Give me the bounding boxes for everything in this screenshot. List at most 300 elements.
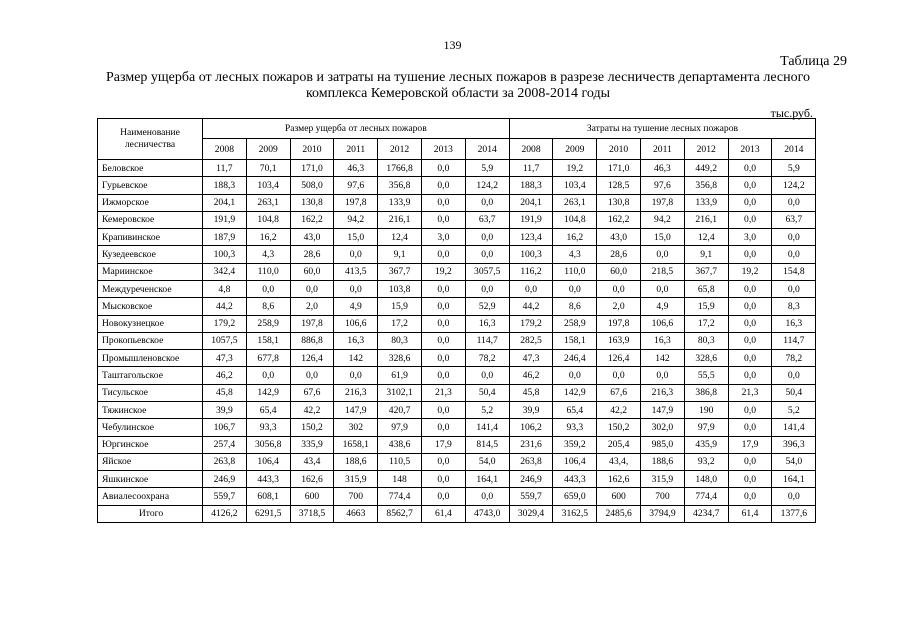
damage-value-cell: 63,7: [465, 211, 509, 228]
damage-value-cell: 28,6: [290, 246, 334, 263]
costs-value-cell: 46,3: [641, 160, 685, 177]
damage-value-cell: 0,0: [421, 332, 465, 349]
damage-value-cell: 246,9: [203, 471, 247, 488]
damage-value-cell: 814,5: [465, 436, 509, 453]
damage-year-header: 2011: [334, 139, 378, 160]
damage-value-cell: 126,4: [290, 350, 334, 367]
damage-value-cell: 0,0: [421, 471, 465, 488]
costs-year-header: 2013: [728, 139, 772, 160]
damage-value-cell: 1658,1: [334, 436, 378, 453]
damage-value-cell: 100,3: [203, 246, 247, 263]
damage-value-cell: 147,9: [334, 401, 378, 418]
damage-value-cell: 4,9: [334, 298, 378, 315]
costs-value-cell: 0,0: [728, 160, 772, 177]
damage-value-cell: 9,1: [378, 246, 422, 263]
damage-value-cell: 5,2: [465, 401, 509, 418]
damage-value-cell: 1766,8: [378, 160, 422, 177]
table-row: [98, 177, 816, 194]
forestry-name: Гурьевское: [98, 177, 203, 194]
costs-year-header: 2010: [597, 139, 641, 160]
costs-value-cell: 0,0: [728, 280, 772, 297]
costs-value-cell: 93,3: [553, 419, 597, 436]
costs-value-cell: 133,9: [684, 194, 728, 211]
costs-value-cell: 282,5: [509, 332, 553, 349]
damage-value-cell: 44,2: [203, 298, 247, 315]
costs-value-cell: 19,2: [553, 160, 597, 177]
costs-value-cell: 600: [597, 488, 641, 505]
damage-value-cell: 315,9: [334, 471, 378, 488]
costs-value-cell: 0,0: [553, 367, 597, 384]
damage-value-cell: 0,0: [421, 177, 465, 194]
damage-value-cell: 114,7: [465, 332, 509, 349]
costs-value-cell: 0,0: [728, 177, 772, 194]
costs-value-cell: 43,0: [597, 229, 641, 246]
damage-value-cell: 886,8: [290, 332, 334, 349]
document-title: Размер ущерба от лесных пожаров и затраты на тушение лесных пожаров в разрезе лесничеств департамента лесного комплекса Кемеровской области за 2008-2014 годы: [106, 70, 810, 101]
costs-value-cell: 11,7: [509, 160, 553, 177]
damage-value-cell: 1057,5: [203, 332, 247, 349]
costs-value-cell: 0,0: [728, 298, 772, 315]
costs-value-cell: 55,5: [684, 367, 728, 384]
damage-value-cell: 162,6: [290, 471, 334, 488]
table-row: [98, 367, 816, 384]
damage-year-header: 2008: [203, 139, 247, 160]
costs-value-cell: 179,2: [509, 315, 553, 332]
costs-value-cell: 985,0: [641, 436, 685, 453]
units-label: тыс.руб.: [770, 106, 813, 120]
table-row: [98, 160, 816, 177]
costs-value-cell: 12,4: [684, 229, 728, 246]
damage-value-cell: 263,1: [246, 194, 290, 211]
costs-value-cell: 163,9: [597, 332, 641, 349]
forestry-name: Таштагольское: [98, 367, 203, 384]
costs-value-cell: 4234,7: [684, 505, 728, 522]
damage-value-cell: 15,9: [378, 298, 422, 315]
damage-value-cell: 162,2: [290, 211, 334, 228]
table-row: [98, 298, 816, 315]
costs-value-cell: 78,2: [772, 350, 816, 367]
damage-value-cell: 94,2: [334, 211, 378, 228]
costs-value-cell: 197,8: [597, 315, 641, 332]
costs-value-cell: 110,0: [553, 263, 597, 280]
costs-value-cell: 154,8: [772, 263, 816, 280]
table-row: [98, 436, 816, 453]
damage-year-header: 2013: [421, 139, 465, 160]
damage-value-cell: 0,0: [334, 280, 378, 297]
forestry-name: Прокопьевское: [98, 332, 203, 349]
costs-value-cell: 367,7: [684, 263, 728, 280]
page-number: 139: [443, 38, 462, 52]
costs-value-cell: 171,0: [597, 160, 641, 177]
damage-value-cell: 0,0: [290, 367, 334, 384]
costs-value-cell: 2,0: [597, 298, 641, 315]
costs-value-cell: 1377,6: [772, 505, 816, 522]
damage-value-cell: 0,0: [421, 453, 465, 470]
damage-value-cell: 0,0: [465, 488, 509, 505]
costs-value-cell: 65,4: [553, 401, 597, 418]
costs-value-cell: 246,4: [553, 350, 597, 367]
costs-year-header: 2014: [772, 139, 816, 160]
damage-value-cell: 257,4: [203, 436, 247, 453]
costs-value-cell: 97,9: [684, 419, 728, 436]
damage-value-cell: 0,0: [246, 367, 290, 384]
costs-value-cell: 126,4: [597, 350, 641, 367]
costs-value-cell: 97,6: [641, 177, 685, 194]
damage-value-cell: 187,9: [203, 229, 247, 246]
damage-value-cell: 78,2: [465, 350, 509, 367]
damage-value-cell: 106,4: [246, 453, 290, 470]
damage-value-cell: 110,0: [246, 263, 290, 280]
costs-value-cell: 0,0: [772, 280, 816, 297]
table-row: [98, 488, 816, 505]
damage-value-cell: 106,7: [203, 419, 247, 436]
damage-value-cell: 0,0: [421, 401, 465, 418]
costs-group-header: Затраты на тушение лесных пожаров: [509, 119, 816, 139]
damage-value-cell: 3102,1: [378, 384, 422, 401]
costs-value-cell: 147,9: [641, 401, 685, 418]
table-row: [98, 280, 816, 297]
damage-value-cell: 443,3: [246, 471, 290, 488]
costs-value-cell: 443,3: [553, 471, 597, 488]
costs-value-cell: 16,3: [641, 332, 685, 349]
damage-value-cell: 3,0: [421, 229, 465, 246]
damage-value-cell: 0,0: [290, 280, 334, 297]
table-row: [98, 401, 816, 418]
damage-value-cell: 3057,5: [465, 263, 509, 280]
costs-value-cell: 0,0: [641, 280, 685, 297]
damage-year-header: 2010: [290, 139, 334, 160]
costs-value-cell: 3,0: [728, 229, 772, 246]
damage-value-cell: 97,6: [334, 177, 378, 194]
costs-value-cell: 5,2: [772, 401, 816, 418]
damage-value-cell: 106,6: [334, 315, 378, 332]
damage-value-cell: 4,8: [203, 280, 247, 297]
costs-value-cell: 15,9: [684, 298, 728, 315]
damage-value-cell: 17,2: [378, 315, 422, 332]
damage-value-cell: 438,6: [378, 436, 422, 453]
table-row: [98, 332, 816, 349]
costs-value-cell: 94,2: [641, 211, 685, 228]
damage-value-cell: 508,0: [290, 177, 334, 194]
costs-value-cell: 0,0: [597, 280, 641, 297]
damage-value-cell: 179,2: [203, 315, 247, 332]
costs-value-cell: 46,2: [509, 367, 553, 384]
damage-year-header: 2014: [465, 139, 509, 160]
costs-value-cell: 0,0: [728, 471, 772, 488]
damage-group-header: Размер ущерба от лесных пожаров: [203, 119, 510, 139]
forestry-name: Юргинское: [98, 436, 203, 453]
damage-value-cell: 52,9: [465, 298, 509, 315]
damage-value-cell: 70,1: [246, 160, 290, 177]
damage-value-cell: 0,0: [334, 246, 378, 263]
damage-value-cell: 133,9: [378, 194, 422, 211]
costs-value-cell: 60,0: [597, 263, 641, 280]
damage-value-cell: 197,8: [290, 315, 334, 332]
forestry-name: Авиалесоохрана: [98, 488, 203, 505]
costs-value-cell: 42,2: [597, 401, 641, 418]
costs-value-cell: 449,2: [684, 160, 728, 177]
costs-value-cell: 396,3: [772, 436, 816, 453]
costs-value-cell: 104,8: [553, 211, 597, 228]
costs-value-cell: 50,4: [772, 384, 816, 401]
forestry-name: Промышленовское: [98, 350, 203, 367]
damage-value-cell: 188,3: [203, 177, 247, 194]
table-body: [98, 160, 816, 523]
damage-value-cell: 8,6: [246, 298, 290, 315]
damage-value-cell: 130,8: [290, 194, 334, 211]
costs-value-cell: 0,0: [641, 367, 685, 384]
costs-value-cell: 8,6: [553, 298, 597, 315]
costs-value-cell: 204,1: [509, 194, 553, 211]
costs-value-cell: 386,8: [684, 384, 728, 401]
costs-value-cell: 162,2: [597, 211, 641, 228]
costs-value-cell: 3029,4: [509, 505, 553, 522]
damage-value-cell: 774,4: [378, 488, 422, 505]
damage-value-cell: 0,0: [421, 488, 465, 505]
costs-value-cell: 100,3: [509, 246, 553, 263]
damage-value-cell: 103,8: [378, 280, 422, 297]
table-row: [98, 315, 816, 332]
total-row: [98, 505, 816, 522]
costs-value-cell: 246,9: [509, 471, 553, 488]
costs-value-cell: 356,8: [684, 177, 728, 194]
costs-value-cell: 141,4: [772, 419, 816, 436]
damage-value-cell: 263,8: [203, 453, 247, 470]
costs-value-cell: 106,6: [641, 315, 685, 332]
costs-value-cell: 128,5: [597, 177, 641, 194]
total-label: Итого: [98, 505, 203, 522]
damage-value-cell: 0,0: [421, 211, 465, 228]
costs-value-cell: 28,6: [597, 246, 641, 263]
costs-value-cell: 93,2: [684, 453, 728, 470]
table-row: [98, 229, 816, 246]
table-row: [98, 194, 816, 211]
damage-value-cell: 5,9: [465, 160, 509, 177]
damage-value-cell: 216,3: [334, 384, 378, 401]
damage-value-cell: 61,9: [378, 367, 422, 384]
costs-value-cell: 123,4: [509, 229, 553, 246]
damage-value-cell: 342,4: [203, 263, 247, 280]
damage-value-cell: 67,6: [290, 384, 334, 401]
costs-value-cell: 124,2: [772, 177, 816, 194]
damage-value-cell: 50,4: [465, 384, 509, 401]
table-row: [98, 384, 816, 401]
costs-value-cell: 315,9: [641, 471, 685, 488]
damage-value-cell: 0,0: [421, 419, 465, 436]
costs-value-cell: 0,0: [728, 246, 772, 263]
damage-value-cell: 158,1: [246, 332, 290, 349]
damage-value-cell: 0,0: [246, 280, 290, 297]
damage-value-cell: 110,5: [378, 453, 422, 470]
damage-value-cell: 11,7: [203, 160, 247, 177]
forestry-name: Кемеровское: [98, 211, 203, 228]
damage-value-cell: 3718,5: [290, 505, 334, 522]
table-row: [98, 211, 816, 228]
forestry-name: Яйское: [98, 453, 203, 470]
damage-value-cell: 65,4: [246, 401, 290, 418]
costs-value-cell: 2485,6: [597, 505, 641, 522]
costs-value-cell: 142,9: [553, 384, 597, 401]
costs-value-cell: 162,6: [597, 471, 641, 488]
damage-value-cell: 8562,7: [378, 505, 422, 522]
damage-value-cell: 0,0: [465, 194, 509, 211]
costs-value-cell: 8,3: [772, 298, 816, 315]
costs-value-cell: 435,9: [684, 436, 728, 453]
years-header-row: [98, 139, 816, 160]
damage-value-cell: 21,3: [421, 384, 465, 401]
damage-value-cell: 16,3: [334, 332, 378, 349]
costs-value-cell: 700: [641, 488, 685, 505]
costs-value-cell: 188,3: [509, 177, 553, 194]
damage-value-cell: 3056,8: [246, 436, 290, 453]
costs-value-cell: 0,0: [597, 367, 641, 384]
costs-value-cell: 47,3: [509, 350, 553, 367]
costs-value-cell: 0,0: [772, 229, 816, 246]
costs-value-cell: 0,0: [728, 488, 772, 505]
damage-value-cell: 148: [378, 471, 422, 488]
damage-value-cell: 4,3: [246, 246, 290, 263]
damage-value-cell: 197,8: [334, 194, 378, 211]
costs-value-cell: 43,4,: [597, 453, 641, 470]
costs-value-cell: 258,9: [553, 315, 597, 332]
forest-fire-table: [97, 118, 816, 523]
costs-value-cell: 0,0: [772, 488, 816, 505]
damage-value-cell: 356,8: [378, 177, 422, 194]
damage-value-cell: 0,0: [421, 367, 465, 384]
damage-value-cell: 164,1: [465, 471, 509, 488]
costs-value-cell: 0,0: [728, 419, 772, 436]
costs-value-cell: 231,6: [509, 436, 553, 453]
damage-value-cell: 47,3: [203, 350, 247, 367]
damage-value-cell: 608,1: [246, 488, 290, 505]
table-row: [98, 419, 816, 436]
costs-value-cell: 205,4: [597, 436, 641, 453]
damage-value-cell: 150,2: [290, 419, 334, 436]
costs-value-cell: 4,3: [553, 246, 597, 263]
damage-value-cell: 46,3: [334, 160, 378, 177]
costs-year-header: 2012: [684, 139, 728, 160]
costs-value-cell: 9,1: [684, 246, 728, 263]
damage-value-cell: 258,9: [246, 315, 290, 332]
costs-value-cell: 0,0: [772, 194, 816, 211]
costs-value-cell: 150,2: [597, 419, 641, 436]
costs-value-cell: 130,8: [597, 194, 641, 211]
costs-value-cell: 328,6: [684, 350, 728, 367]
costs-value-cell: 0,0: [728, 211, 772, 228]
damage-value-cell: 142,9: [246, 384, 290, 401]
name-column-header: Наименование лесничества: [98, 119, 203, 160]
costs-value-cell: 774,4: [684, 488, 728, 505]
damage-value-cell: 0,0: [421, 194, 465, 211]
damage-value-cell: 328,6: [378, 350, 422, 367]
damage-value-cell: 16,2: [246, 229, 290, 246]
costs-value-cell: 16,2: [553, 229, 597, 246]
damage-value-cell: 0,0: [334, 367, 378, 384]
forestry-name: Междуреченское: [98, 280, 203, 297]
costs-value-cell: 114,7: [772, 332, 816, 349]
costs-value-cell: 148,0: [684, 471, 728, 488]
costs-value-cell: 0,0: [509, 280, 553, 297]
damage-value-cell: 191,9: [203, 211, 247, 228]
damage-value-cell: 6291,5: [246, 505, 290, 522]
damage-value-cell: 559,7: [203, 488, 247, 505]
damage-value-cell: 677,8: [246, 350, 290, 367]
damage-value-cell: 124,2: [465, 177, 509, 194]
damage-value-cell: 413,5: [334, 263, 378, 280]
damage-value-cell: 39,9: [203, 401, 247, 418]
forestry-name: Ижморское: [98, 194, 203, 211]
damage-value-cell: 60,0: [290, 263, 334, 280]
damage-value-cell: 600: [290, 488, 334, 505]
damage-value-cell: 0,0: [421, 315, 465, 332]
damage-value-cell: 80,3: [378, 332, 422, 349]
forestry-name: Яшкинское: [98, 471, 203, 488]
damage-value-cell: 104,8: [246, 211, 290, 228]
forestry-name: Кузедеевское: [98, 246, 203, 263]
damage-value-cell: 0,0: [421, 280, 465, 297]
damage-value-cell: 0,0: [465, 280, 509, 297]
table-label: Таблица 29: [780, 54, 847, 69]
costs-value-cell: 190: [684, 401, 728, 418]
damage-value-cell: 97,9: [378, 419, 422, 436]
costs-value-cell: 3794,9: [641, 505, 685, 522]
damage-value-cell: 15,0: [334, 229, 378, 246]
costs-value-cell: 67,6: [597, 384, 641, 401]
damage-value-cell: 171,0: [290, 160, 334, 177]
damage-value-cell: 12,4: [378, 229, 422, 246]
costs-value-cell: 197,8: [641, 194, 685, 211]
costs-value-cell: 359,2: [553, 436, 597, 453]
damage-value-cell: 216,1: [378, 211, 422, 228]
damage-value-cell: 0,0: [421, 350, 465, 367]
forestry-name: Новокузнецкое: [98, 315, 203, 332]
damage-value-cell: 142: [334, 350, 378, 367]
damage-value-cell: 19,2: [421, 263, 465, 280]
costs-value-cell: 61,4: [728, 505, 772, 522]
damage-year-header: 2009: [246, 139, 290, 160]
forestry-name: Чебулинское: [98, 419, 203, 436]
damage-value-cell: 4743,0: [465, 505, 509, 522]
costs-value-cell: 218,5: [641, 263, 685, 280]
damage-value-cell: 335,9: [290, 436, 334, 453]
costs-value-cell: 188,6: [641, 453, 685, 470]
damage-value-cell: 103,4: [246, 177, 290, 194]
damage-value-cell: 42,2: [290, 401, 334, 418]
costs-value-cell: 106,4: [553, 453, 597, 470]
forestry-name: Крапивинское: [98, 229, 203, 246]
costs-value-cell: 15,0: [641, 229, 685, 246]
damage-value-cell: 0,0: [421, 246, 465, 263]
costs-value-cell: 80,3: [684, 332, 728, 349]
costs-value-cell: 17,2: [684, 315, 728, 332]
costs-value-cell: 21,3: [728, 384, 772, 401]
costs-value-cell: 164,1: [772, 471, 816, 488]
damage-value-cell: 0,0: [465, 229, 509, 246]
damage-value-cell: 43,0: [290, 229, 334, 246]
costs-value-cell: 216,3: [641, 384, 685, 401]
damage-year-header: 2012: [378, 139, 422, 160]
costs-value-cell: 559,7: [509, 488, 553, 505]
costs-value-cell: 0,0: [728, 315, 772, 332]
costs-value-cell: 216,1: [684, 211, 728, 228]
damage-value-cell: 204,1: [203, 194, 247, 211]
costs-value-cell: 39,9: [509, 401, 553, 418]
costs-value-cell: 3162,5: [553, 505, 597, 522]
costs-value-cell: 16,3: [772, 315, 816, 332]
damage-value-cell: 0,0: [465, 367, 509, 384]
costs-value-cell: 142: [641, 350, 685, 367]
damage-value-cell: 0,0: [421, 160, 465, 177]
